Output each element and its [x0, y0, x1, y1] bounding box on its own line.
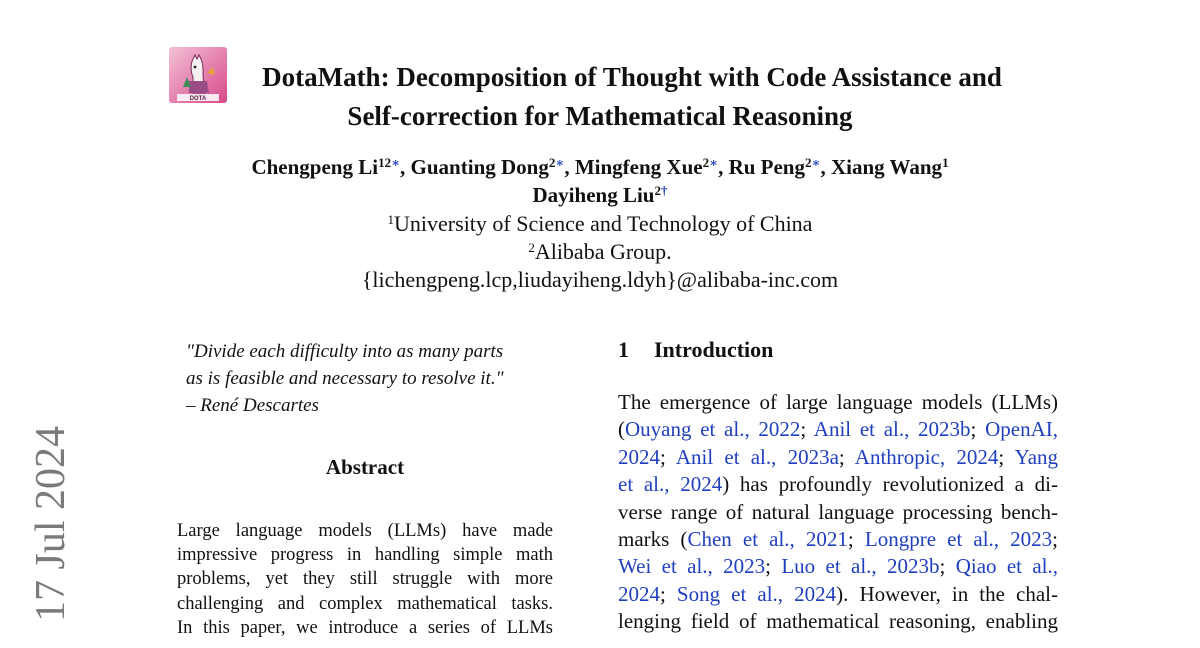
- equal-contrib-mark[interactable]: ∗: [709, 155, 719, 170]
- equal-contrib-mark[interactable]: ∗: [555, 155, 565, 170]
- intro-line: verse range of natural language processing bench-: [618, 499, 1058, 524]
- svg-text:DOTA: DOTA: [189, 96, 207, 102]
- affiliation-sup: 2: [528, 240, 535, 255]
- citation-link[interactable]: 2024: [618, 581, 660, 606]
- section-title: Introduction: [654, 337, 774, 362]
- corresponding-mark[interactable]: †: [660, 183, 668, 198]
- citation-link[interactable]: OpenAI,: [985, 417, 1058, 442]
- author-affil-sup: 12: [378, 155, 392, 170]
- author-name: Xiang Wang: [830, 155, 943, 179]
- author-name: Guanting Dong: [410, 155, 549, 179]
- abstract-heading: Abstract: [325, 455, 405, 479]
- citation-link[interactable]: Longpre et al., 2023: [864, 527, 1053, 552]
- author-affil-sup: 2: [548, 155, 556, 170]
- citation-link[interactable]: Ouyang et al., 2022: [625, 417, 801, 442]
- intro-line: lenging field of mathematical reasoning, enabling: [618, 609, 1058, 634]
- author-line-1: Chengpeng $Li^{12∗}$, Guanting Dong$^{2∗}$, Mingfeng Xue$^{2∗}$, Ru Peng$^{2∗}$, Xiang Wang$^1$: [251, 155, 949, 179]
- citation-link[interactable]: Anil et al., 2023b: [813, 417, 971, 442]
- intro-line: Wei et al., 2023; Luo et al., 2023b; Qiao et al.,: [618, 554, 1059, 579]
- abstract-line: In this paper, we introduce a series of LLMs: [177, 617, 553, 638]
- intro-line: et al., 2024) has profoundly revolutionized a di-: [618, 472, 1059, 497]
- citation-link[interactable]: et al., 2024: [618, 472, 723, 497]
- citation-link[interactable]: Luo et al., 2023b: [781, 554, 940, 579]
- section-heading-introduction: [618, 336, 773, 364]
- intro-line: marks (Chen et al., 2021; Longpre et al., 2023;: [618, 527, 1059, 552]
- equal-contrib-mark[interactable]: ∗: [811, 155, 821, 170]
- quote-line: "Divide each difficulty into as many parts: [186, 341, 504, 362]
- author-list: [0, 153, 1200, 209]
- intro-line: (Ouyang et al., 2022; Anil et al., 2023b; OpenAI,: [618, 417, 1058, 442]
- affiliation-sup: 1: [387, 212, 395, 227]
- affiliation-1: [0, 210, 1200, 238]
- intro-line: 2024; Anil et al., 2023a; Anthropic, 2024; Yang: [618, 444, 1059, 469]
- citation-link[interactable]: Chen et al., 2021: [687, 527, 848, 552]
- abstract-line: challenging and complex mathematical tasks.: [177, 593, 553, 614]
- author-affil-sup: 2: [654, 183, 661, 198]
- author-name: Dayiheng Liu: [532, 183, 655, 207]
- author-affil-sup: 2: [805, 155, 812, 170]
- intro-line: The emergence of large language models (LLMs): [618, 390, 1058, 414]
- affiliation-text: University of Science and Technology of China: [394, 211, 813, 236]
- citation-link[interactable]: Anil et al., 2023a: [675, 444, 839, 469]
- abstract-line: Large language models (LLMs) have made: [177, 521, 553, 541]
- section-number: 1: [618, 337, 629, 362]
- affiliations: [0, 210, 1200, 294]
- author-affil-sup: 2: [702, 155, 710, 170]
- contact-email: {lichengpeng.lcp,liudayiheng.ldyh}@alibaba-inc.com: [361, 267, 839, 292]
- title-line-1: DotaMath: Decomposition of Thought with Code Assistance and: [262, 62, 1002, 92]
- affiliation-2: [0, 238, 1200, 266]
- author-affil-sup: 1: [942, 155, 949, 170]
- abstract-line: impressive progress in handling simple math: [177, 545, 553, 566]
- introduction-body: [618, 389, 1058, 636]
- author-name: Ru Peng: [728, 155, 805, 179]
- citation-link[interactable]: Anthropic, 2024: [854, 444, 999, 469]
- citation-link[interactable]: Wei et al., 2023: [618, 554, 766, 579]
- citation-link[interactable]: Qiao et al.,: [955, 554, 1059, 579]
- quote-line: as is feasible and necessary to resolve it.": [186, 368, 504, 389]
- arxiv-side-date: 17 Jul 2024: [28, 425, 74, 622]
- equal-contrib-mark[interactable]: ∗: [391, 155, 401, 170]
- abstract-line: problems, yet they still struggle with more: [177, 569, 553, 590]
- citation-link[interactable]: Song et al., 2024: [676, 581, 837, 606]
- title-line-2: Self-correction for Mathematical Reasoning: [347, 101, 853, 131]
- author-name: Mingfeng Xue: [574, 155, 703, 179]
- author-name: Chengpeng Li: [251, 155, 379, 179]
- paper-title: [0, 58, 1200, 136]
- citation-link[interactable]: Yang: [1014, 444, 1059, 469]
- quote-attribution: – René Descartes: [186, 395, 319, 416]
- intro-line: 2024; Song et al., 2024). However, in the chal-: [618, 581, 1059, 606]
- affiliation-text: Alibaba Group.: [534, 239, 672, 264]
- epigraph-quote: [186, 338, 566, 419]
- author-line-2: [0, 181, 1200, 209]
- citation-link[interactable]: 2024: [618, 444, 660, 469]
- abstract-body: [177, 519, 553, 640]
